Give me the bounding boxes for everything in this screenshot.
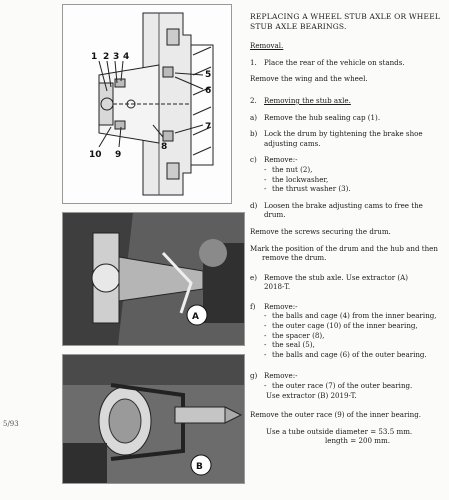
callout-7: 7 [205,122,212,132]
substep-d: d) Loosen the brake adjusting cams to free the drum. [250,200,423,220]
extractor-b-note: Use extractor (B) 2019-T. [266,390,357,400]
extractor-a-photo [62,212,245,346]
mark-position-text: Mark the position of the drum and the hub and then remove the drum. [250,243,438,263]
step-2: 2. Removing the stub axle. [250,95,351,105]
outer-race-text: Remove the outer race (9) of the inner bearing. [250,410,422,420]
substep-b: b) Lock the drum by tightening the brake shoe adjusting cams. [250,129,423,148]
tube-diameter-text: Use a tube outside diameter = 53.5 mm. [266,426,413,436]
step-1: 1. Place the rear of the vehicle on stands. [250,57,405,67]
callout-2: 2 [103,52,110,62]
list-item: - the seal (5), [264,340,315,350]
substep-g: g) Remove:- [250,371,298,381]
callout-8: 8 [161,142,168,152]
remove-wing-text: Remove the wing and the wheel. [250,74,368,84]
list-item: - the spacer (8), [264,330,325,340]
list-item: - the balls and cage (6) of the outer bearing. [264,349,427,359]
removal-heading: Removal. [250,41,284,51]
callout-1: 1 [91,52,98,62]
extractor-a-label: A [192,312,199,322]
callout-3: 3 [113,52,120,62]
substep-f: f) Remove:- [250,301,298,311]
substep-a: a) Remove the hub sealing cap (1). [250,112,381,122]
callout-10: 10 [89,150,102,160]
list-item: - the balls and cage (4) from the inner bearing, [264,311,437,321]
hub-cross-section-diagram [62,4,232,204]
extractor-b-label: B [196,462,203,472]
callout-6: 6 [205,86,212,96]
list-item: - the outer race (7) of the outer bearing. [264,381,413,391]
callout-4: 4 [123,52,130,62]
callout-9: 9 [115,150,122,160]
tube-length-text: length = 200 mm. [325,436,390,446]
callout-5: 5 [205,70,212,80]
substep-e: e) Remove the stub axle. Use extractor (A) 2018-T. [250,272,409,292]
substep-c: c) Remove:- [250,155,298,165]
list-item: - the thrust washer (3). [264,184,351,194]
list-item: - the outer cage (10) of the inner bearing, [264,321,418,331]
list-item: - the nut (2), [264,164,313,174]
page-number: 5/93 [3,420,19,428]
remove-screws-text: Remove the screws securing the drum. [250,226,391,236]
extractor-b-photo [62,354,245,484]
page-title: REPLACING A WHEEL STUB AXLE OR WHEEL STUB AXLE BEARINGS. [250,12,441,31]
instruction-column [250,12,446,446]
list-item: - the lockwasher, [264,174,329,184]
